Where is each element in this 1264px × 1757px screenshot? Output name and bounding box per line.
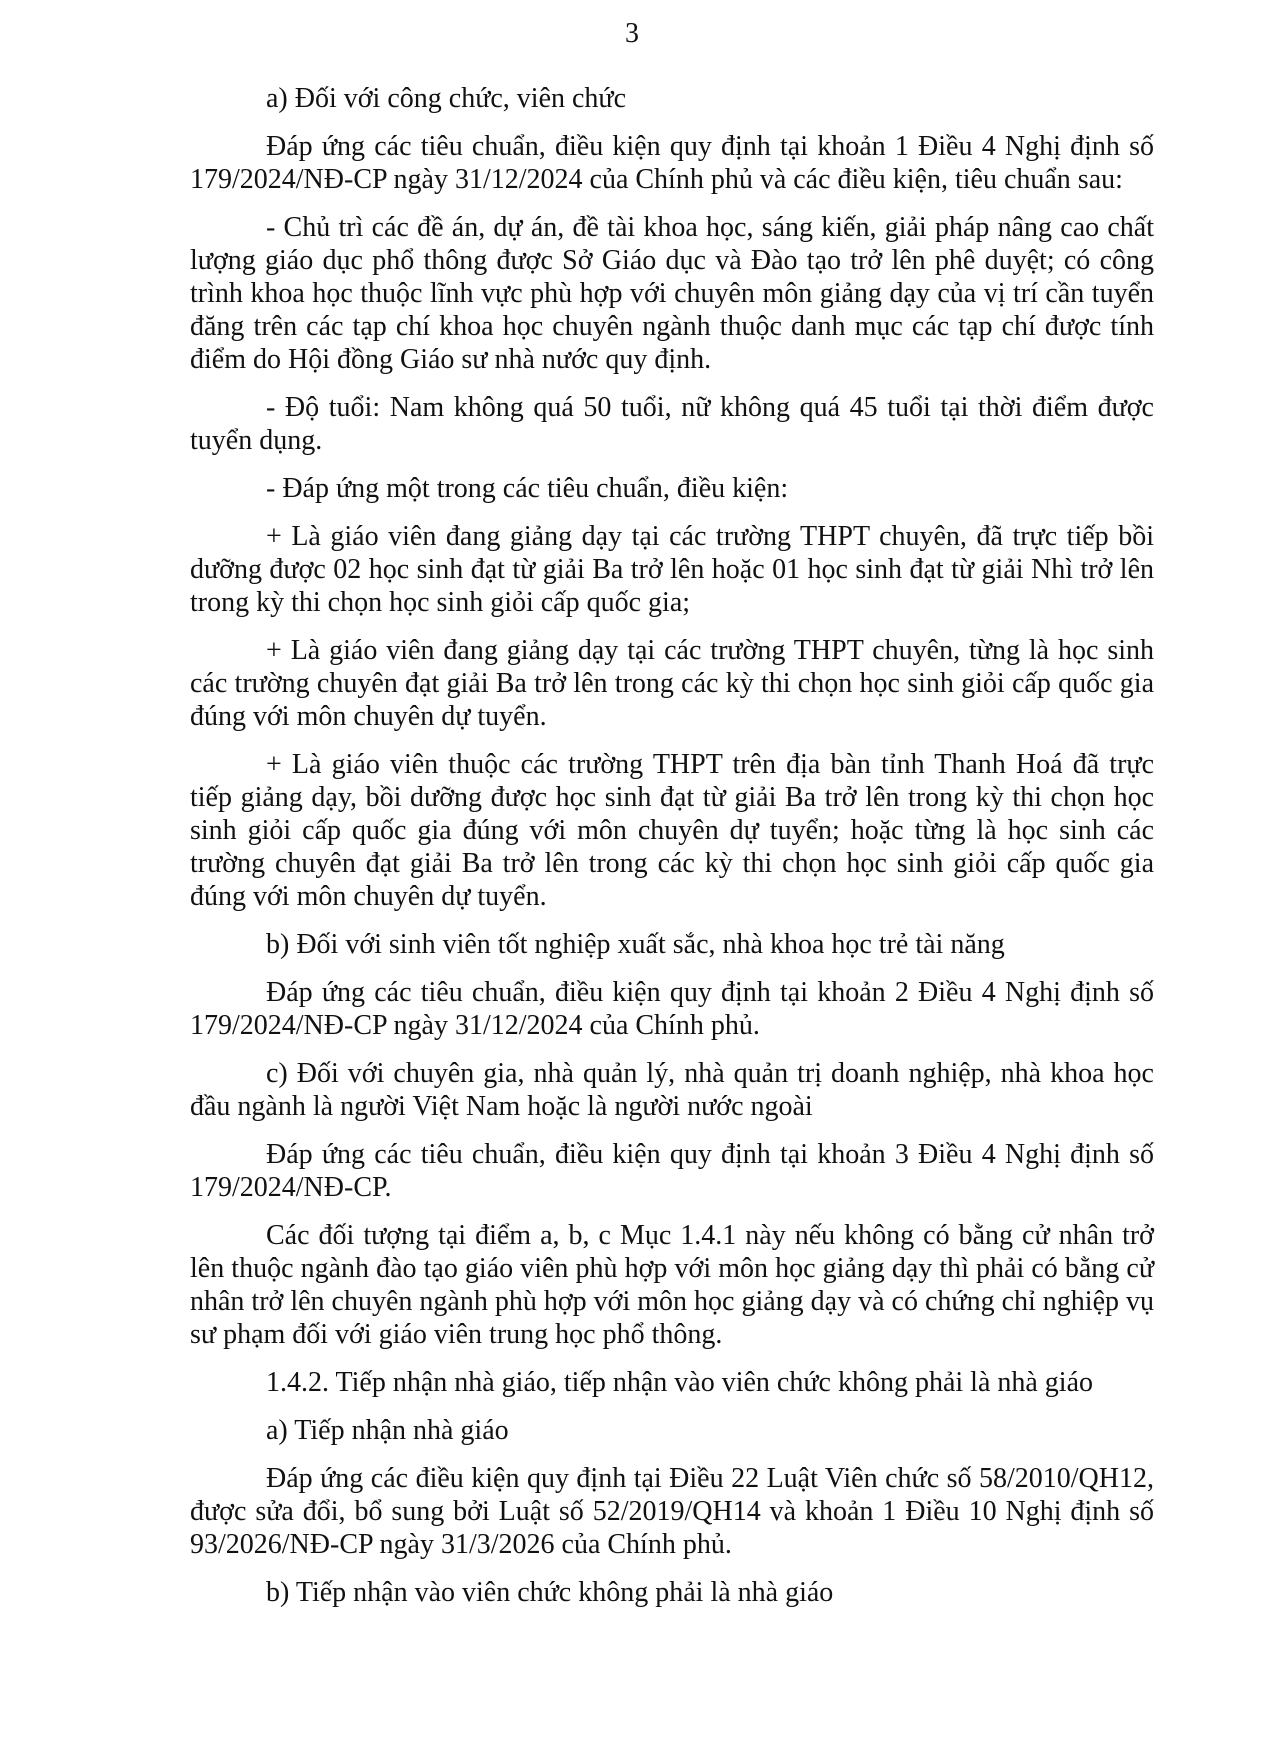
- sub-bullet-paragraph: + Là giáo viên đang giảng dạy tại các trường THPT chuyên, đã trực tiếp bồi dưỡng được 02 học sinh đạt từ giải Ba trở lên hoặc 01 học sinh đạt từ giải Nhì trở lên trong kỳ thi chọn học sinh giỏi cấp quốc gia;: [190, 521, 1154, 618]
- sub-bullet-paragraph: + Là giáo viên đang giảng dạy tại các trường THPT chuyên, từng là học sinh các trường chuyên đạt giải Ba trở lên trong các kỳ thi chọn học sinh giỏi cấp quốc gia đúng với môn chuyên dự tuyển.: [190, 635, 1154, 732]
- document-body: [190, 82, 1154, 1624]
- paragraph: Các đối tượng tại điểm a, b, c Mục 1.4.1 này nếu không có bằng cử nhân trở lên thuộc ngành đào tạo giáo viên phù hợp với môn học giảng dạy thì phải có bằng cử nhân trở lên chuyên ngành phù hợp với môn học giảng dạy và có chứng chỉ nghiệp vụ sư phạm đối với giáo viên trung học phổ thông.: [190, 1220, 1154, 1350]
- sub-bullet-paragraph: + Là giáo viên thuộc các trường THPT trên địa bàn tỉnh Thanh Hoá đã trực tiếp giảng dạy, bồi dưỡng được học sinh đạt từ giải Ba trở lên trong kỳ thi chọn học sinh giỏi cấp quốc gia đúng với môn chuyên dự tuyển; hoặc từng là học sinh các trường chuyên đạt giải Ba trở lên trong các kỳ thi chọn học sinh giỏi cấp quốc gia đúng với môn chuyên dự tuyển.: [190, 749, 1154, 912]
- section-heading-b-2: b) Tiếp nhận vào viên chức không phải là nhà giáo: [266, 1577, 834, 1608]
- section-heading-1-4-2: 1.4.2. Tiếp nhận nhà giáo, tiếp nhận vào viên chức không phải là nhà giáo: [266, 1367, 1094, 1398]
- bullet-paragraph: - Độ tuổi: Nam không quá 50 tuổi, nữ không quá 45 tuổi tại thời điểm được tuyển dụng.: [190, 392, 1154, 456]
- section-heading-a-2: a) Tiếp nhận nhà giáo: [266, 1415, 509, 1446]
- paragraph: Đáp ứng các tiêu chuẩn, điều kiện quy định tại khoản 3 Điều 4 Nghị định số 179/2024/NĐ-CP.: [190, 1139, 1154, 1203]
- bullet-paragraph: - Đáp ứng một trong các tiêu chuẩn, điều kiện:: [266, 473, 789, 504]
- paragraph: Đáp ứng các tiêu chuẩn, điều kiện quy định tại khoản 1 Điều 4 Nghị định số 179/2024/NĐ-CP ngày 31/12/2024 của Chính phủ và các điều kiện, tiêu chuẩn sau:: [190, 131, 1154, 195]
- section-heading-a: a) Đối với công chức, viên chức: [266, 83, 627, 114]
- bullet-paragraph: - Chủ trì các đề án, dự án, đề tài khoa học, sáng kiến, giải pháp nâng cao chất lượng giáo dục phổ thông được Sở Giáo dục và Đào tạo trở lên phê duyệt; có công trình khoa học thuộc lĩnh vực phù hợp với chuyên môn giảng dạy của vị trí cần tuyển đăng trên các tạp chí khoa học chuyên ngành thuộc danh mục các tạp chí được tính điểm do Hội đồng Giáo sư nhà nước quy định.: [190, 212, 1154, 375]
- paragraph: Đáp ứng các điều kiện quy định tại Điều 22 Luật Viên chức số 58/2010/QH12, được sửa đổi, bổ sung bởi Luật số 52/2019/QH14 và khoản 1 Điều 10 Nghị định số 93/2026/NĐ-CP ngày 31/3/2026 của Chính phủ.: [190, 1463, 1154, 1560]
- section-heading-c: c) Đối với chuyên gia, nhà quản lý, nhà quản trị doanh nghiệp, nhà khoa học đầu ngành là người Việt Nam hoặc là người nước ngoài: [190, 1058, 1154, 1122]
- paragraph: Đáp ứng các tiêu chuẩn, điều kiện quy định tại khoản 2 Điều 4 Nghị định số 179/2024/NĐ-CP ngày 31/12/2024 của Chính phủ.: [190, 977, 1154, 1041]
- section-heading-b: b) Đối với sinh viên tốt nghiệp xuất sắc, nhà khoa học trẻ tài năng: [266, 929, 1005, 960]
- page-number: 3: [625, 18, 639, 49]
